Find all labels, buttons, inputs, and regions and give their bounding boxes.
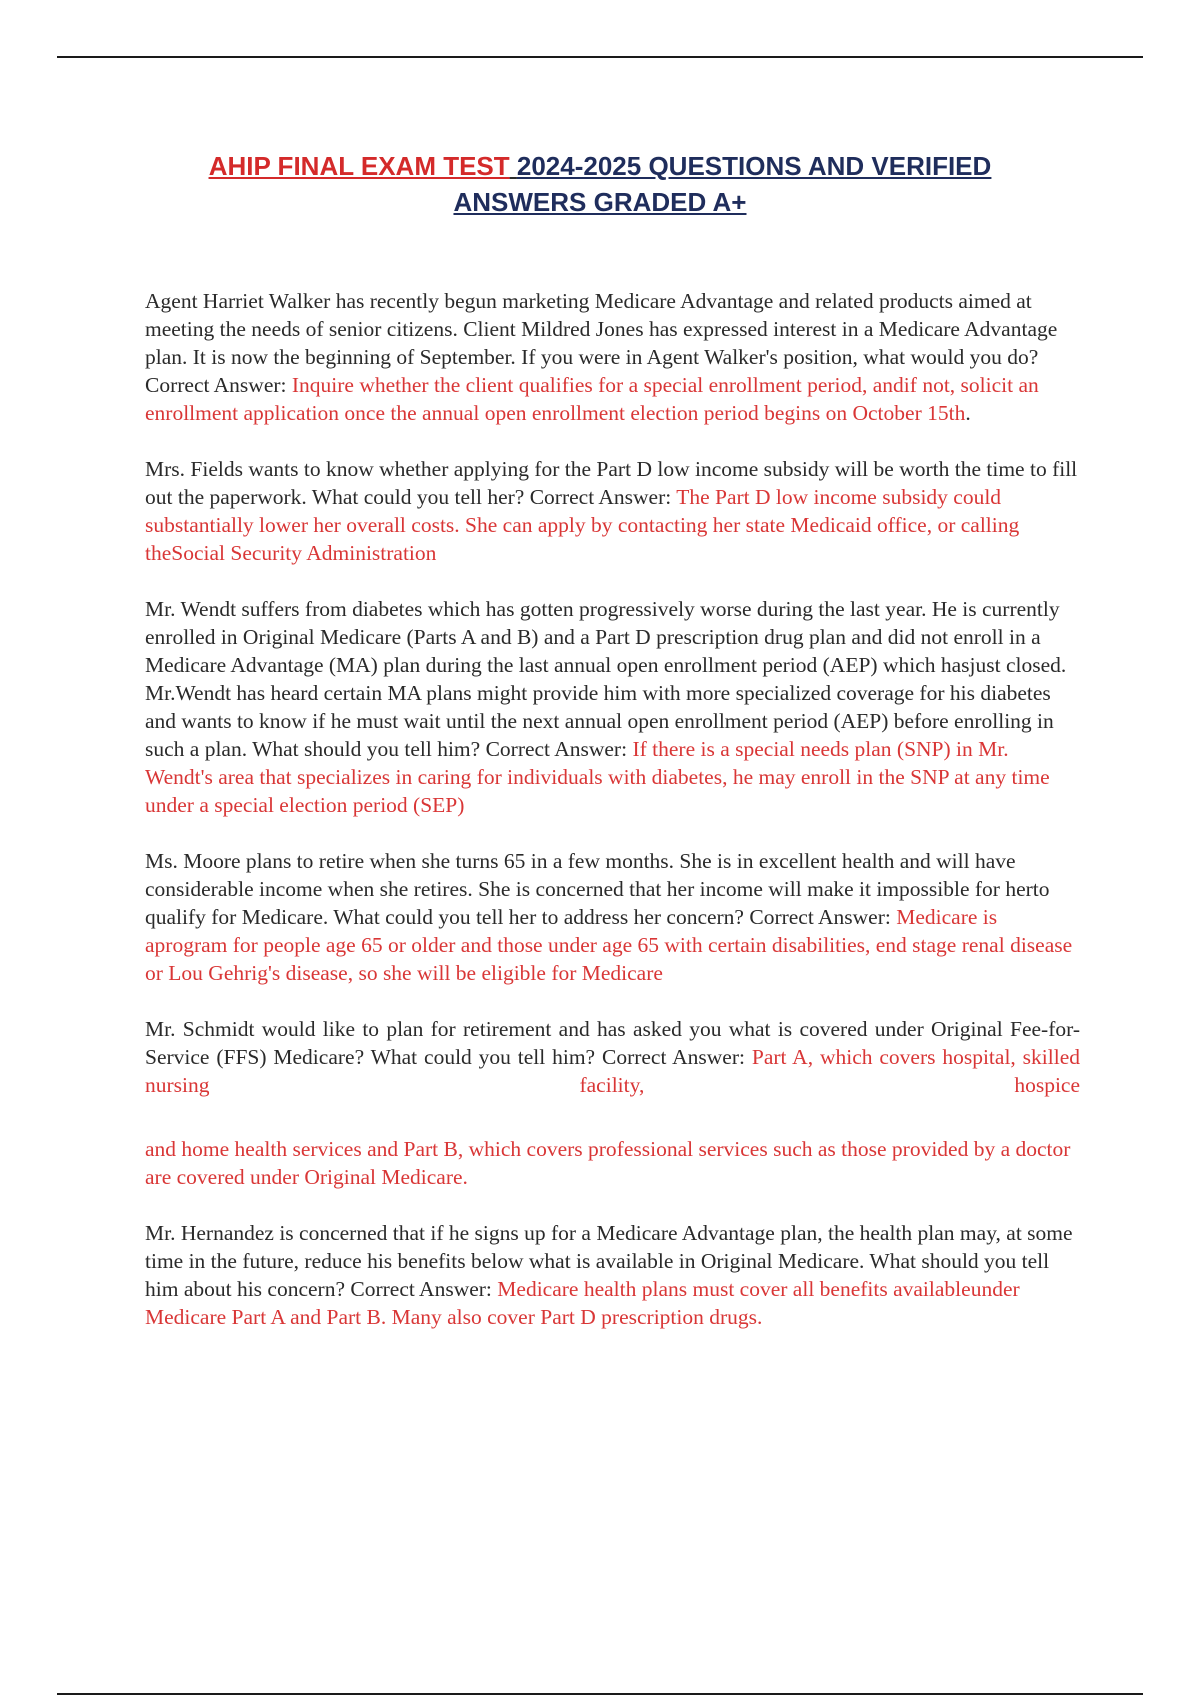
qa-item-5-continuation: and home health services and Part B, which covers professional services such as those provided by a doctor are covered under Original Medicare.: [145, 1137, 1071, 1189]
answer-text: Inquire whether the client qualifies for a special enrollment period, andif not, solicit an enrollment application once the annual open enrollment election period begins on October 15th: [145, 373, 1039, 425]
answer-label: Correct Answer:: [601, 1045, 745, 1069]
qa-item-1: [145, 287, 1080, 427]
question-text: Agent Harriet Walker has recently begun marketing Medicare Advantage and related products aimed at meeting the needs of senior citizens. Client Mildred Jones has expressed interest in a Medicare Advantage plan. It is now the beginning of September. If you were in Agent Walker's position, what would you do?: [145, 289, 1058, 369]
answer-text: Medicare is aprogram for people age 65 or older and those under age 65 with certain disabilities, end stage renal disease or Lou Gehrig's disease, so she will be eligible for Medicare: [145, 905, 1073, 985]
title-navy-part-2: ANSWERS GRADED A+: [453, 187, 747, 217]
answer-label: Correct Answer:: [350, 1277, 492, 1301]
top-rule: [57, 56, 1143, 58]
answer-label: Correct Answer:: [485, 737, 628, 761]
title-navy-part-1: 2024-2025 QUESTIONS AND VERIFIED: [516, 151, 992, 181]
qa-item-4: [145, 847, 1080, 987]
qa-item-6: [145, 1219, 1080, 1331]
document-title: [150, 148, 1050, 220]
qa-item-2: [145, 455, 1080, 567]
question-text: Mrs. Fields wants to know whether applying for the Part D low income subsidy will be worth the time to fill out the paperwork. What could you tell her?: [145, 457, 1078, 509]
question-text: Mr. Schmidt would like to plan for retirement and has asked you what is covered under Original Fee-for- Service (FFS) Medicare? What could you tell him?: [145, 1017, 1080, 1069]
question-text: Ms. Moore plans to retire when she turns 65 in a few months. She is in excellent health and will have considerable income when she retires. She is concerned that her income will make it impossible for herto qualify for Medicare. What could you tell her to address her concern?: [145, 849, 1050, 929]
answer-label: Correct Answer:: [749, 905, 891, 929]
bottom-rule: [57, 1693, 1143, 1695]
qa-item-5: [145, 1015, 1080, 1099]
answer-tail: .: [965, 401, 971, 425]
document-body: [145, 287, 1080, 1359]
answer-text: Medicare health plans must cover all benefits availableunder Medicare Part A and Part B. Many also cover Part D prescription drugs.: [145, 1277, 1020, 1329]
answer-text: If there is a special needs plan (SNP) in Mr. Wendt's area that specializes in caring for individuals with diabetes, he may enroll in the SNP at any time under a special election period (SEP): [145, 737, 1050, 817]
qa-item-3: [145, 595, 1080, 819]
answer-text: The Part D low income subsidy could substantially lower her overall costs. She can apply by contacting her state Medicaid office, or calling theSocial Security Administration: [145, 485, 1020, 565]
question-text: Mr. Hernandez is concerned that if he signs up for a Medicare Advantage plan, the health plan may, at some time in the future, reduce his benefits below what is available in Original Medicare. What should you tell him about his concern?: [145, 1221, 1073, 1301]
answer-label: Correct Answer:: [145, 373, 287, 397]
answer-text: Part A, which covers hospital, skilled nursing facility, hospice: [145, 1045, 1080, 1097]
answer-label: Correct Answer:: [529, 485, 672, 509]
title-red-part: AHIP FINAL EXAM TEST: [208, 151, 510, 181]
question-text: Mr. Wendt suffers from diabetes which has gotten progressively worse during the last year. He is currently enrolled in Original Medicare (Parts A and B) and a Part D prescription drug plan and did not enroll in a Medicare Advantage (MA) plan during the last annual open enrollment period (AEP) which hasjust closed. Mr.Wendt has heard certain MA plans might provide him with more specialized coverage for his diabetes and wants to know if he must wait until the next annual open enrollment period (AEP) before enrolling in such a plan. What should you tell him?: [145, 597, 1067, 761]
